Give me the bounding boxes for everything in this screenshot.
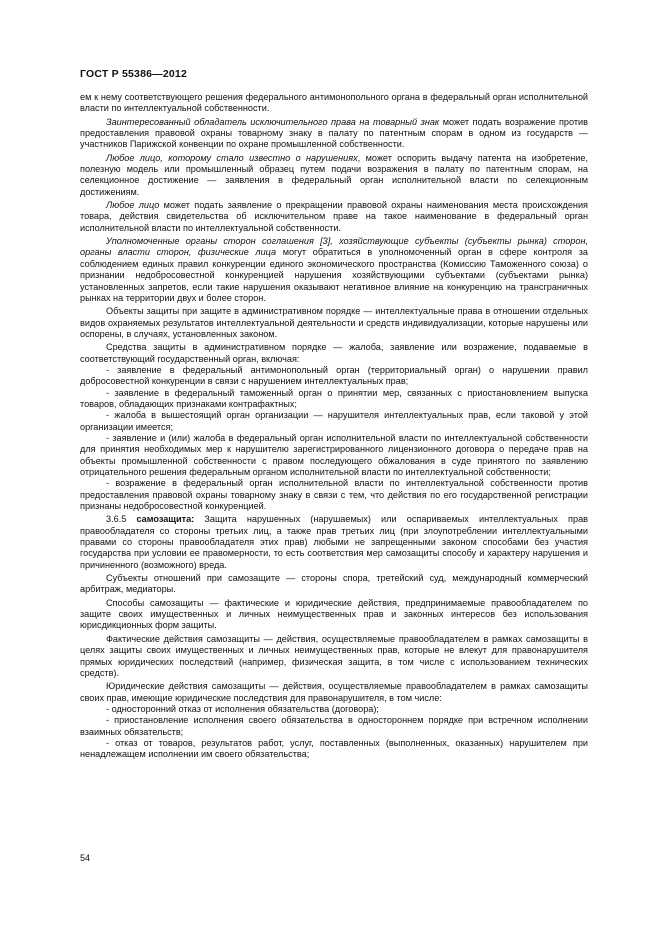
paragraph: Любое лицо может подать заявление о прекращении правовой охраны наименования места происхождения товара, действия свидетельства об исключительном праве на такое наименование в федеральный орган исполнительной власти по интеллектуальной собственности. [80, 200, 588, 233]
paragraph: Заинтересованный обладатель исключительного права на товарный знак может подать возражение против предоставления правовой охраны товарному знаку в палату по патентным спорам в одном из государств — участников Парижской конвенции по охране промышленной собственности. [80, 116, 588, 150]
italic-term: Заинтересованный обладатель исключительного права на товарный знак [106, 116, 440, 127]
definition-paragraph: 3.6.5 самозащита: Защита нарушенных (нарушаемых) или оспариваемых интеллектуальных прав правообладателя со стороны третьих лиц, а также прав третьих лиц (при злоупотреблении интеллектуальными правами со стороны правообладателя этих прав) любыми не запрещенными законом способами без участия государства при условии ее правомерности, то есть соответствия мер самозащиты способу и характеру нарушения и причиненного (возможного) вреда. [80, 514, 588, 570]
paragraph: Средства защиты в административном порядке — жалоба, заявление или возражение, подаваемые в соответствующий государственный орган, включая: [80, 342, 588, 364]
page-header: ГОСТ Р 55386—2012 [80, 68, 188, 80]
paragraph: ем к нему соответствующего решения федерального антимонопольного органа в федеральный орган исполнительной власти по интеллектуальной собственности. [80, 92, 588, 114]
italic-term: Любое лицо, которому стало известно о нарушениях [106, 152, 358, 163]
paragraph: Юридические действия самозащиты — действия, осуществляемые правообладателем в рамках самозащиты своих прав, имеющие юридические последствия для правонарушителя, в том числе: [80, 681, 588, 703]
list-item: - заявление и (или) жалоба в федеральный орган исполнительной власти по интеллектуальной собственности для принятия необходимых мер к нарушителю зарегистрированного лицензионного договора о передаче прав на объекты промышленной собственности с правом последующего обжалования в суде принятого по заявлению отрицательного решения федеральным органом исполнительной власти по интеллектуальной собственности; [80, 432, 588, 477]
defined-term: самозащита: [136, 514, 195, 525]
paragraph: Объекты защиты при защите в административном порядке — интеллектуальные права в отношении отдельных видов охраняемых результатов интеллектуальной деятельности и средств индивидуализации, которые нарушены или оспорены, в случаях, установленных законом. [80, 306, 588, 339]
list-item: - приостановление исполнения своего обязательства в одностороннем порядке при встречном исполнении взаимных обязательств; [80, 715, 588, 737]
list-item: - отказ от товаров, результатов работ, услуг, поставленных (выполненных, оказанных) нарушителем при ненадлежащем исполнении им своего обязательства; [80, 737, 588, 760]
italic-term: Уполномоченные органы сторон соглашения [3], хозяйствующие субъекты (субъекты рынка) сторон, органы власти сторон, физические лица [80, 236, 588, 258]
document-body [80, 92, 588, 761]
italic-term: Любое лицо [106, 200, 160, 211]
paragraph: Любое лицо, которому стало известно о нарушениях, может оспорить выдачу патента на изобретение, полезную модель или промышленный образец путем подачи возражения в палату по патентным спорам, на селекционное достижение — заявления в федеральный орган исполнительной власти по селекционным достижениям. [80, 152, 588, 197]
list-item: - заявление в федеральный таможенный орган о принятии мер, связанных с приостановлением выпуска товаров, обладающих признаками контрафактных; [80, 387, 588, 409]
page-number: 54 [80, 853, 91, 863]
list-item: - односторонний отказ от исполнения обязательства (договора); [106, 703, 379, 714]
list-item: - заявление в федеральный антимонопольный орган (территориальный орган) о нарушении правил добросовестной конкуренции в связи с нарушением интеллектуальных прав; [80, 364, 588, 387]
section-number: 3.6.5 [106, 514, 127, 525]
paragraph: Субъекты отношений при самозащите — стороны спора, третейский суд, международный коммерческий арбитраж, медиаторы. [80, 573, 588, 595]
paragraph: Способы самозащиты — фактические и юридические действия, предпринимаемые правообладателем по защите своих имущественных и личных неимущественных прав и законных интересов без использования юрисдикционных форм защиты. [80, 597, 588, 631]
list-item: - возражение в федеральный орган исполнительной власти по интеллектуальной собственности против предоставления правовой охраны товарному знаку в связи с тем, что действия по его государственной регистрации признаны недобросовестной конкуренцией. [80, 478, 588, 512]
list-item: - жалоба в вышестоящий орган организации — нарушителя интеллектуальных прав, если таковой у этой организации имеется; [80, 410, 588, 432]
paragraph: Фактические действия самозащиты — действия, осуществляемые правообладателем в рамках самозащиты в целях защиты своих имущественных и личных неимущественных прав, которые не влекут для правонарушителя прямых юридических последствий (например, физическая защита, в том числе с использованием технических средств). [80, 633, 588, 678]
paragraph: Уполномоченные органы сторон соглашения [3], хозяйствующие субъекты (субъекты рынка) сторон, органы власти сторон, физические лица могут обратиться в уполномоченный орган в сфере контроля за соблюдением единых правил конкуренции единого экономического пространства (Комиссию Таможенного союза) о признании недобросовестной конкуренцией нарушения хозяйствующими субъектами (субъектами рынка) установленных запретов, если такие нарушения оказывают негативное влияние на конкуренцию на трансграничных рынках на территории двух и более сторон. [80, 236, 588, 303]
